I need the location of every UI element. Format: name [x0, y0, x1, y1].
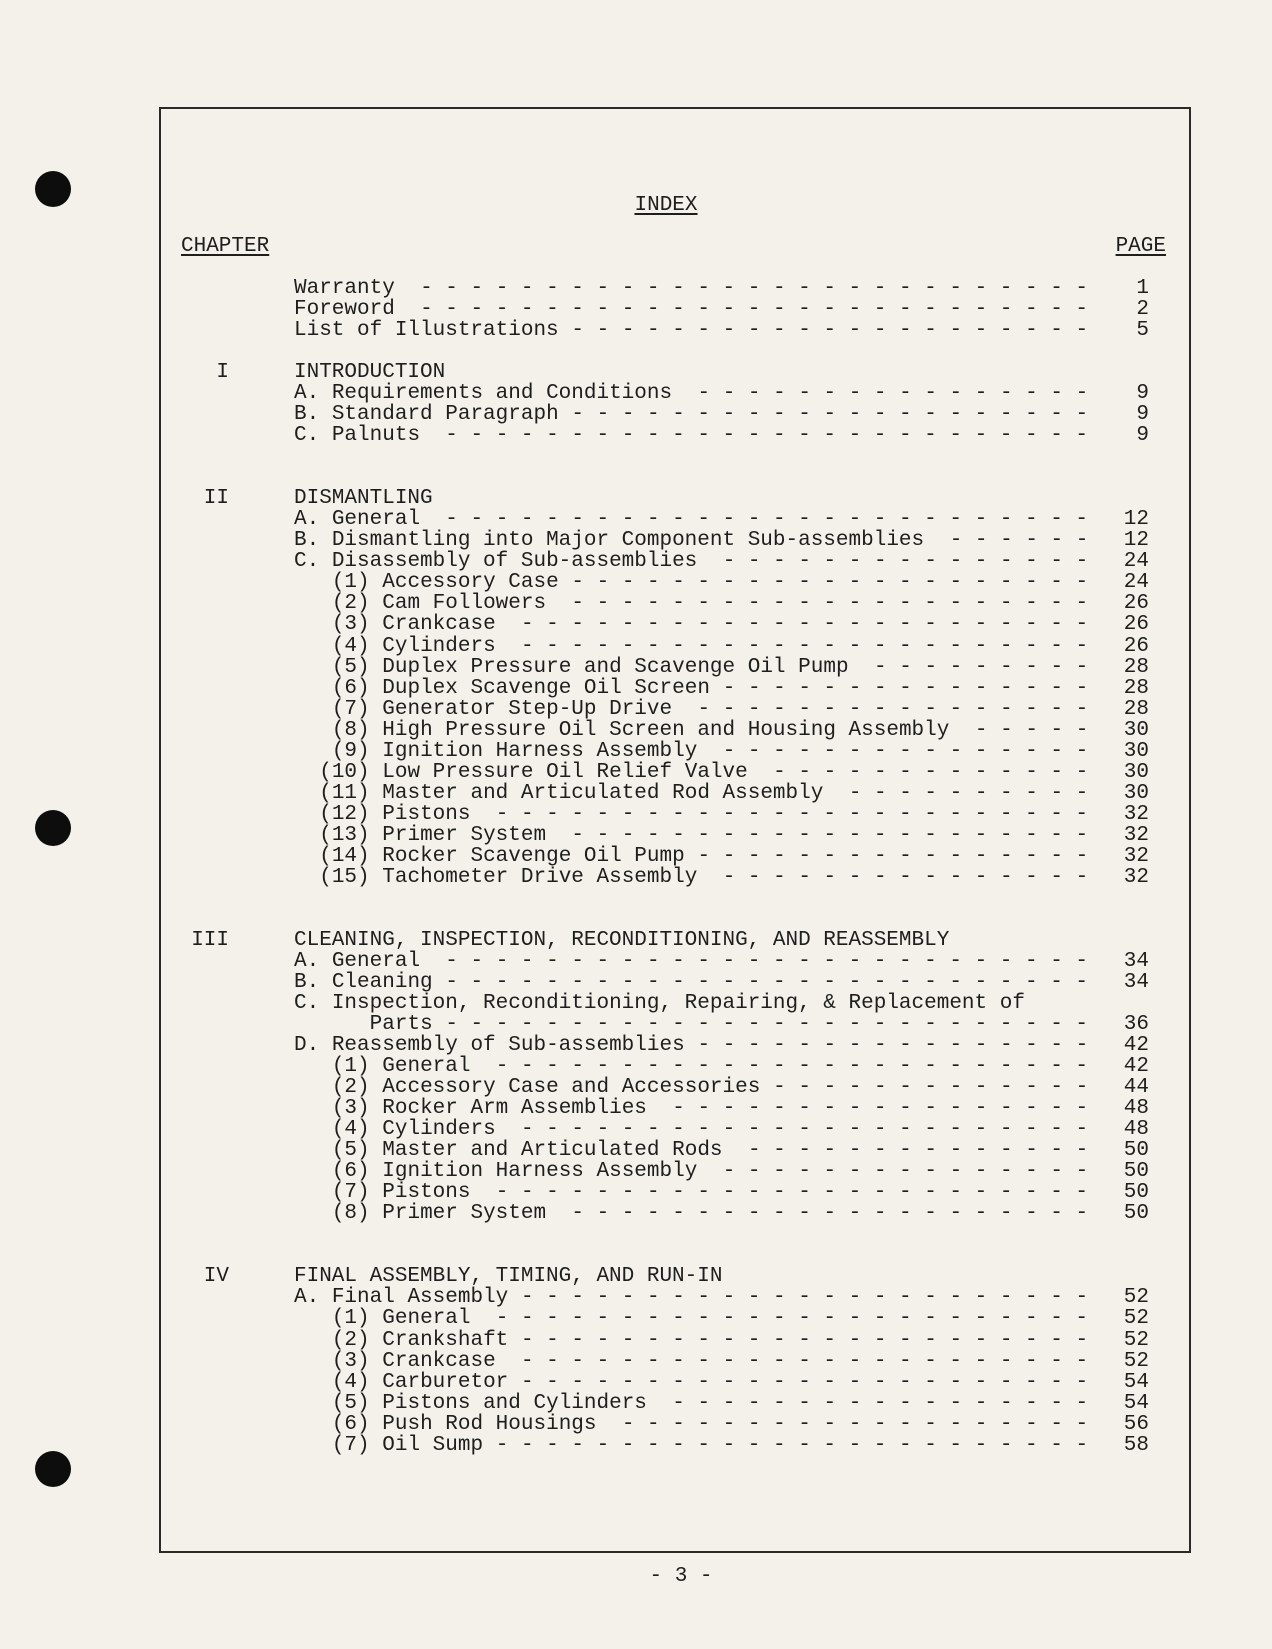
dot-leader: - - - - - - - - - - - - - - - - - - -	[609, 1412, 1089, 1436]
page-number: 44	[1123, 1076, 1149, 1100]
entry-title: Crankcase	[382, 1349, 496, 1373]
dot-leader: - - - - - - - - - - - - - - - - - - - - - - -	[508, 1349, 1089, 1373]
toc-subentry	[0, 636, 1272, 657]
toc-subentry	[0, 783, 1272, 804]
toc-entry	[0, 299, 1272, 320]
entry-title: Master and Articulated Rods	[382, 1139, 723, 1163]
entry-title: High Pressure Oil Screen and Housing Assembly	[382, 718, 950, 742]
entry-title: List of Illustrations	[294, 319, 559, 343]
page-number: 32	[1123, 823, 1149, 847]
page-number: 56	[1123, 1412, 1149, 1436]
toc-entry	[0, 320, 1272, 341]
entry-title: General	[331, 949, 421, 973]
entry-title: Palnuts	[331, 424, 421, 448]
toc-subentry	[0, 825, 1272, 846]
toc-subentry	[0, 572, 1272, 593]
dot-leader: - - - - - - - - - - - - - - - - - - - - - - - -	[483, 1307, 1089, 1331]
dot-leader: - - - - - - - - - - - - - - - - -	[659, 1391, 1089, 1415]
page-column-header: PAGE	[1115, 235, 1166, 258]
dot-leader: - - - - -	[962, 718, 1089, 742]
page-number: 30	[1123, 760, 1149, 784]
entry-title: Standard Paragraph	[331, 403, 559, 427]
dot-leader: - - - - - - - - - - - - - - - - - - - - - - -	[520, 1286, 1089, 1310]
dot-leader: - - - - - - - - - - - - - - - -	[684, 697, 1089, 721]
entry-label: (13)	[319, 823, 370, 847]
entry-label: (1)	[331, 1055, 370, 1079]
entry-label: (6)	[331, 1160, 370, 1184]
toc-subentry	[0, 593, 1272, 614]
toc-subentry	[0, 1203, 1272, 1224]
page-number: 54	[1123, 1391, 1149, 1415]
entry-title: Ignition Harness Assembly	[382, 1160, 698, 1184]
toc-entry	[0, 383, 1272, 404]
entry-title: Disassembly of Sub-assemblies	[331, 550, 698, 574]
dot-leader: - - - - - - - - - - - - - - - - - - - - - - -	[520, 1370, 1089, 1394]
entry-title: Foreword	[294, 298, 395, 322]
dot-leader: - - - - - - - - - - - - - - - -	[684, 382, 1089, 406]
entry-title: Ignition Harness Assembly	[382, 739, 698, 763]
entry-label: B.	[294, 403, 320, 427]
toc-entry-continuation	[0, 1014, 1272, 1035]
dot-leader: - - - - - - - - - - - - - - - - - - - - - - - - - -	[432, 424, 1089, 448]
entry-label: A.	[294, 382, 320, 406]
chapter-title: CLEANING, INSPECTION, RECONDITIONING, AND REASSEMBLY	[294, 928, 950, 952]
dot-leader: - - - - - - - - - - - - - - - - - - - - - - -	[508, 613, 1089, 637]
dot-leader: - - - - - - - - - - - - - - -	[722, 676, 1089, 700]
page-number: 26	[1123, 592, 1149, 616]
page-number: 9	[1136, 403, 1149, 427]
entry-label: (7)	[331, 1181, 370, 1205]
dot-leader: - - - - - - - - - - - - - - -	[710, 1160, 1089, 1184]
entry-label: (8)	[331, 718, 370, 742]
chapter-title: DISMANTLING	[294, 487, 433, 511]
toc-subentry	[0, 804, 1272, 825]
entry-label: (7)	[331, 1433, 370, 1457]
dot-leader: - - - - - - - - - - - - - - - - - - - - - - - - - -	[432, 508, 1089, 532]
entry-title: General	[382, 1307, 471, 1331]
entry-label: B.	[294, 970, 320, 994]
entry-title: Duplex Pressure and Scavenge Oil Pump	[382, 655, 849, 679]
entry-title: Dismantling into Major Component Sub-assemblies	[331, 529, 925, 553]
toc-subentry	[0, 1435, 1272, 1456]
toc-subentry	[0, 867, 1272, 888]
page-number: 32	[1123, 802, 1149, 826]
dot-leader: - - - - - - - - - - - - - - - - - - - - - - - - - -	[432, 949, 1089, 973]
toc-subentry	[0, 1393, 1272, 1414]
toc-subentry	[0, 1056, 1272, 1077]
chapter-heading	[0, 930, 1272, 951]
page-number: 52	[1123, 1307, 1149, 1331]
page-footer: - 3 -	[649, 1565, 713, 1588]
page-number: 30	[1123, 781, 1149, 805]
entry-label: C.	[294, 550, 320, 574]
entry-title: Primer System	[382, 823, 547, 847]
entry-title: Reassembly of Sub-assemblies	[331, 1034, 685, 1058]
chapter-numeral: III	[191, 928, 229, 952]
entry-label: A.	[294, 508, 320, 532]
page-number: 9	[1136, 382, 1149, 406]
page-number: 28	[1123, 697, 1149, 721]
entry-title: General	[382, 1055, 471, 1079]
page-number: 42	[1123, 1034, 1149, 1058]
page-number: 50	[1123, 1202, 1149, 1226]
entry-label: A.	[294, 1286, 320, 1310]
page-number: 1	[1136, 277, 1149, 300]
toc-subentry	[0, 699, 1272, 720]
entry-label: B.	[294, 529, 320, 553]
page-number: 30	[1123, 739, 1149, 763]
entry-label: (5)	[331, 655, 370, 679]
entry-title: Requirements and Conditions	[331, 382, 673, 406]
entry-title: Pistons	[382, 1181, 471, 1205]
chapter-numeral: IV	[203, 1265, 229, 1289]
entry-title: Inspection, Reconditioning, Repairing, & Replacement of	[331, 992, 1025, 1016]
dot-leader: - - - - - - - - - - - - - - - - -	[659, 1097, 1089, 1121]
entry-label: (2)	[331, 1328, 370, 1352]
entry-label: A.	[294, 949, 320, 973]
toc-subentry	[0, 741, 1272, 762]
page-number: 5	[1136, 319, 1149, 343]
entry-title: Cylinders	[382, 1118, 496, 1142]
entry-label: (4)	[331, 1370, 370, 1394]
chapter-heading	[0, 362, 1272, 383]
dot-leader: - - - - - - - - - - - - - - - - - - - - - - - - - -	[445, 1013, 1089, 1037]
entry-title: Primer System	[382, 1202, 547, 1226]
page-number: 52	[1123, 1349, 1149, 1373]
entry-label: (12)	[319, 802, 370, 826]
dot-leader: - - - - - - - - - - - - - - - - - - - - -	[558, 823, 1089, 847]
dot-leader: - - - - - - - - -	[861, 655, 1089, 679]
chapter-heading	[0, 488, 1272, 509]
dot-leader: - - - - - - - - - - - - - - - - - - - - - - - -	[483, 802, 1089, 826]
dot-leader: - - - - - - - - - - - - - - -	[710, 739, 1089, 763]
toc-entry	[0, 972, 1272, 993]
toc-subentry	[0, 1098, 1272, 1119]
page-number: 26	[1123, 613, 1149, 637]
page-number: 52	[1123, 1328, 1149, 1352]
entry-title: Rocker Scavenge Oil Pump	[382, 844, 685, 868]
entry-label: (10)	[319, 760, 370, 784]
dot-leader: - - - - - - - - - - - - - - - - - - - - - - - - - -	[445, 970, 1089, 994]
toc-subentry	[0, 846, 1272, 867]
toc-subentry	[0, 678, 1272, 699]
entry-title: Generator Step-Up Drive	[382, 697, 673, 721]
entry-label: (3)	[331, 1349, 370, 1373]
toc-subentry	[0, 657, 1272, 678]
entry-title: Pistons	[382, 802, 471, 826]
entry-label: (14)	[319, 844, 370, 868]
chapter-heading	[0, 1266, 1272, 1287]
toc-entry	[0, 509, 1272, 530]
entry-title: Oil Sump	[382, 1433, 484, 1457]
dot-leader: - - - - - - - - - - - - - - -	[710, 550, 1089, 574]
dot-leader: - - - - - - - - - - - - - - - - - - - - - - - -	[495, 1433, 1089, 1457]
page-number: 52	[1123, 1286, 1149, 1310]
entry-title: Crankcase	[382, 613, 496, 637]
page-number: 32	[1123, 865, 1149, 889]
page-number: 9	[1136, 424, 1149, 448]
entry-title: Duplex Scavenge Oil Screen	[382, 676, 710, 700]
toc-subentry	[0, 1351, 1272, 1372]
page-number: 26	[1123, 634, 1149, 658]
entry-label: (2)	[331, 1076, 370, 1100]
entry-label: C.	[294, 992, 320, 1016]
entry-title: Accessory Case	[382, 571, 559, 595]
page-number: 12	[1123, 508, 1149, 532]
page-number: 50	[1123, 1139, 1149, 1163]
dot-leader: - - - - - - - - - - - - - - - - - - - - - - - - - - -	[407, 277, 1088, 300]
toc-entry	[0, 404, 1272, 425]
entry-title: Tachometer Drive Assembly	[382, 865, 698, 889]
dot-leader: - - - - - - - - - - - - - - - - - - - - -	[571, 319, 1089, 343]
dot-leader: - - - - - - - - - - - - - - - -	[697, 844, 1089, 868]
page-number: 34	[1123, 970, 1149, 994]
toc-subentry	[0, 1077, 1272, 1098]
entry-title: Accessory Case and Accessories	[382, 1076, 761, 1100]
entry-label: (11)	[319, 781, 370, 805]
entry-title: Cylinders	[382, 634, 496, 658]
entry-label: (6)	[331, 676, 370, 700]
entry-title: Rocker Arm Assemblies	[382, 1097, 647, 1121]
toc-subentry	[0, 1140, 1272, 1161]
toc-subentry	[0, 1330, 1272, 1351]
dot-leader: - - - - - - - - - - - - -	[773, 1076, 1089, 1100]
entry-label: (4)	[331, 634, 370, 658]
entry-title: Cam Followers	[382, 592, 547, 616]
toc-entry	[0, 425, 1272, 446]
dot-leader: - - - - - - - - - - - - - -	[735, 1139, 1089, 1163]
entry-title: Final Assembly	[331, 1286, 509, 1310]
entry-label: (5)	[331, 1139, 370, 1163]
entry-label: (5)	[331, 1391, 370, 1415]
toc-entry	[0, 951, 1272, 972]
page-number: 32	[1123, 844, 1149, 868]
dot-leader: - - - - - - - - - - - - - - -	[710, 865, 1089, 889]
dot-leader: - - - - - - - - - - - - - - - - - - - - - - -	[508, 634, 1089, 658]
index-title: INDEX	[634, 194, 698, 217]
page-number: 50	[1123, 1181, 1149, 1205]
page-number: 34	[1123, 949, 1149, 973]
page-number: 50	[1123, 1160, 1149, 1184]
dot-leader: - - - - - - - - - - - - - - - - - - - - - - - -	[483, 1181, 1089, 1205]
toc-subentry	[0, 1308, 1272, 1329]
dot-leader: - - - - - -	[937, 529, 1089, 553]
toc-subentry	[0, 1161, 1272, 1182]
entry-label: (1)	[331, 1307, 370, 1331]
toc-entry	[0, 1035, 1272, 1056]
entry-label: (4)	[331, 1118, 370, 1142]
chapter-title: INTRODUCTION	[294, 361, 446, 385]
page-number: 12	[1123, 529, 1149, 553]
dot-leader: - - - - - - - - - - - - - - - - - - - - - - - - - - -	[407, 298, 1088, 322]
entry-title: Master and Articulated Rod Assembly	[382, 781, 824, 805]
page-number: 28	[1123, 655, 1149, 679]
toc-subentry	[0, 720, 1272, 741]
toc-entry	[0, 530, 1272, 551]
page-number: 24	[1123, 550, 1149, 574]
entry-label: (15)	[319, 865, 370, 889]
dot-leader: - - - - - - - - - - - - - - - - - - - - -	[571, 403, 1089, 427]
entry-label: (9)	[331, 739, 370, 763]
entry-label: (1)	[331, 571, 370, 595]
page-number: 48	[1123, 1097, 1149, 1121]
toc-subentry	[0, 614, 1272, 635]
dot-leader: - - - - - - - - - - - - - - - -	[697, 1034, 1089, 1058]
toc-entry	[0, 1287, 1272, 1308]
entry-title: Warranty	[294, 277, 395, 300]
page-number: 48	[1123, 1118, 1149, 1142]
page-number: 30	[1123, 718, 1149, 742]
entry-label: C.	[294, 424, 320, 448]
entry-label: D.	[294, 1034, 320, 1058]
chapter-column-header: CHAPTER	[181, 235, 270, 258]
page-number: 58	[1123, 1433, 1149, 1457]
entry-label: (3)	[331, 1097, 370, 1121]
toc-entry	[0, 993, 1272, 1014]
page-number: 2	[1136, 298, 1149, 322]
dot-leader: - - - - - - - - - - - - - - - - - - - - - - -	[520, 1328, 1089, 1352]
toc-subentry	[0, 1372, 1272, 1393]
entry-title: Low Pressure Oil Relief Valve	[382, 760, 748, 784]
page-number: 42	[1123, 1055, 1149, 1079]
toc-subentry	[0, 762, 1272, 783]
entry-title: General	[331, 508, 421, 532]
entry-label: (6)	[331, 1412, 370, 1436]
dot-leader: - - - - - - - - - - - - - - - - - - - - -	[558, 592, 1089, 616]
entry-title: Parts	[369, 1013, 433, 1037]
entry-title: Cleaning	[331, 970, 433, 994]
toc-entry	[0, 551, 1272, 572]
dot-leader: - - - - - - - - - - - - -	[760, 760, 1089, 784]
entry-title: Pistons and Cylinders	[382, 1391, 647, 1415]
page-number: 24	[1123, 571, 1149, 595]
toc-subentry	[0, 1414, 1272, 1435]
chapter-title: FINAL ASSEMBLY, TIMING, AND RUN-IN	[294, 1265, 723, 1289]
entry-title: Push Rod Housings	[382, 1412, 597, 1436]
dot-leader: - - - - - - - - - - - - - - - - - - - - - - -	[508, 1118, 1089, 1142]
dot-leader: - - - - - - - - - - - - - - - - - - - - - - - -	[483, 1055, 1089, 1079]
toc-entry	[0, 278, 1272, 299]
entry-title: Carburetor	[382, 1370, 509, 1394]
entry-label: (8)	[331, 1202, 370, 1226]
toc-subentry	[0, 1119, 1272, 1140]
dot-leader: - - - - - - - - - -	[836, 781, 1089, 805]
entry-title: Crankshaft	[382, 1328, 509, 1352]
page-number: 36	[1123, 1013, 1149, 1037]
dot-leader: - - - - - - - - - - - - - - - - - - - - -	[558, 1202, 1089, 1226]
dot-leader: - - - - - - - - - - - - - - - - - - - - -	[571, 571, 1089, 595]
toc-subentry	[0, 1182, 1272, 1203]
entry-label: (2)	[331, 592, 370, 616]
chapter-numeral: II	[203, 487, 229, 511]
entry-label: (7)	[331, 697, 370, 721]
page-number: 54	[1123, 1370, 1149, 1394]
entry-label: (3)	[331, 613, 370, 637]
page-number: 28	[1123, 676, 1149, 700]
chapter-numeral: I	[216, 361, 229, 385]
